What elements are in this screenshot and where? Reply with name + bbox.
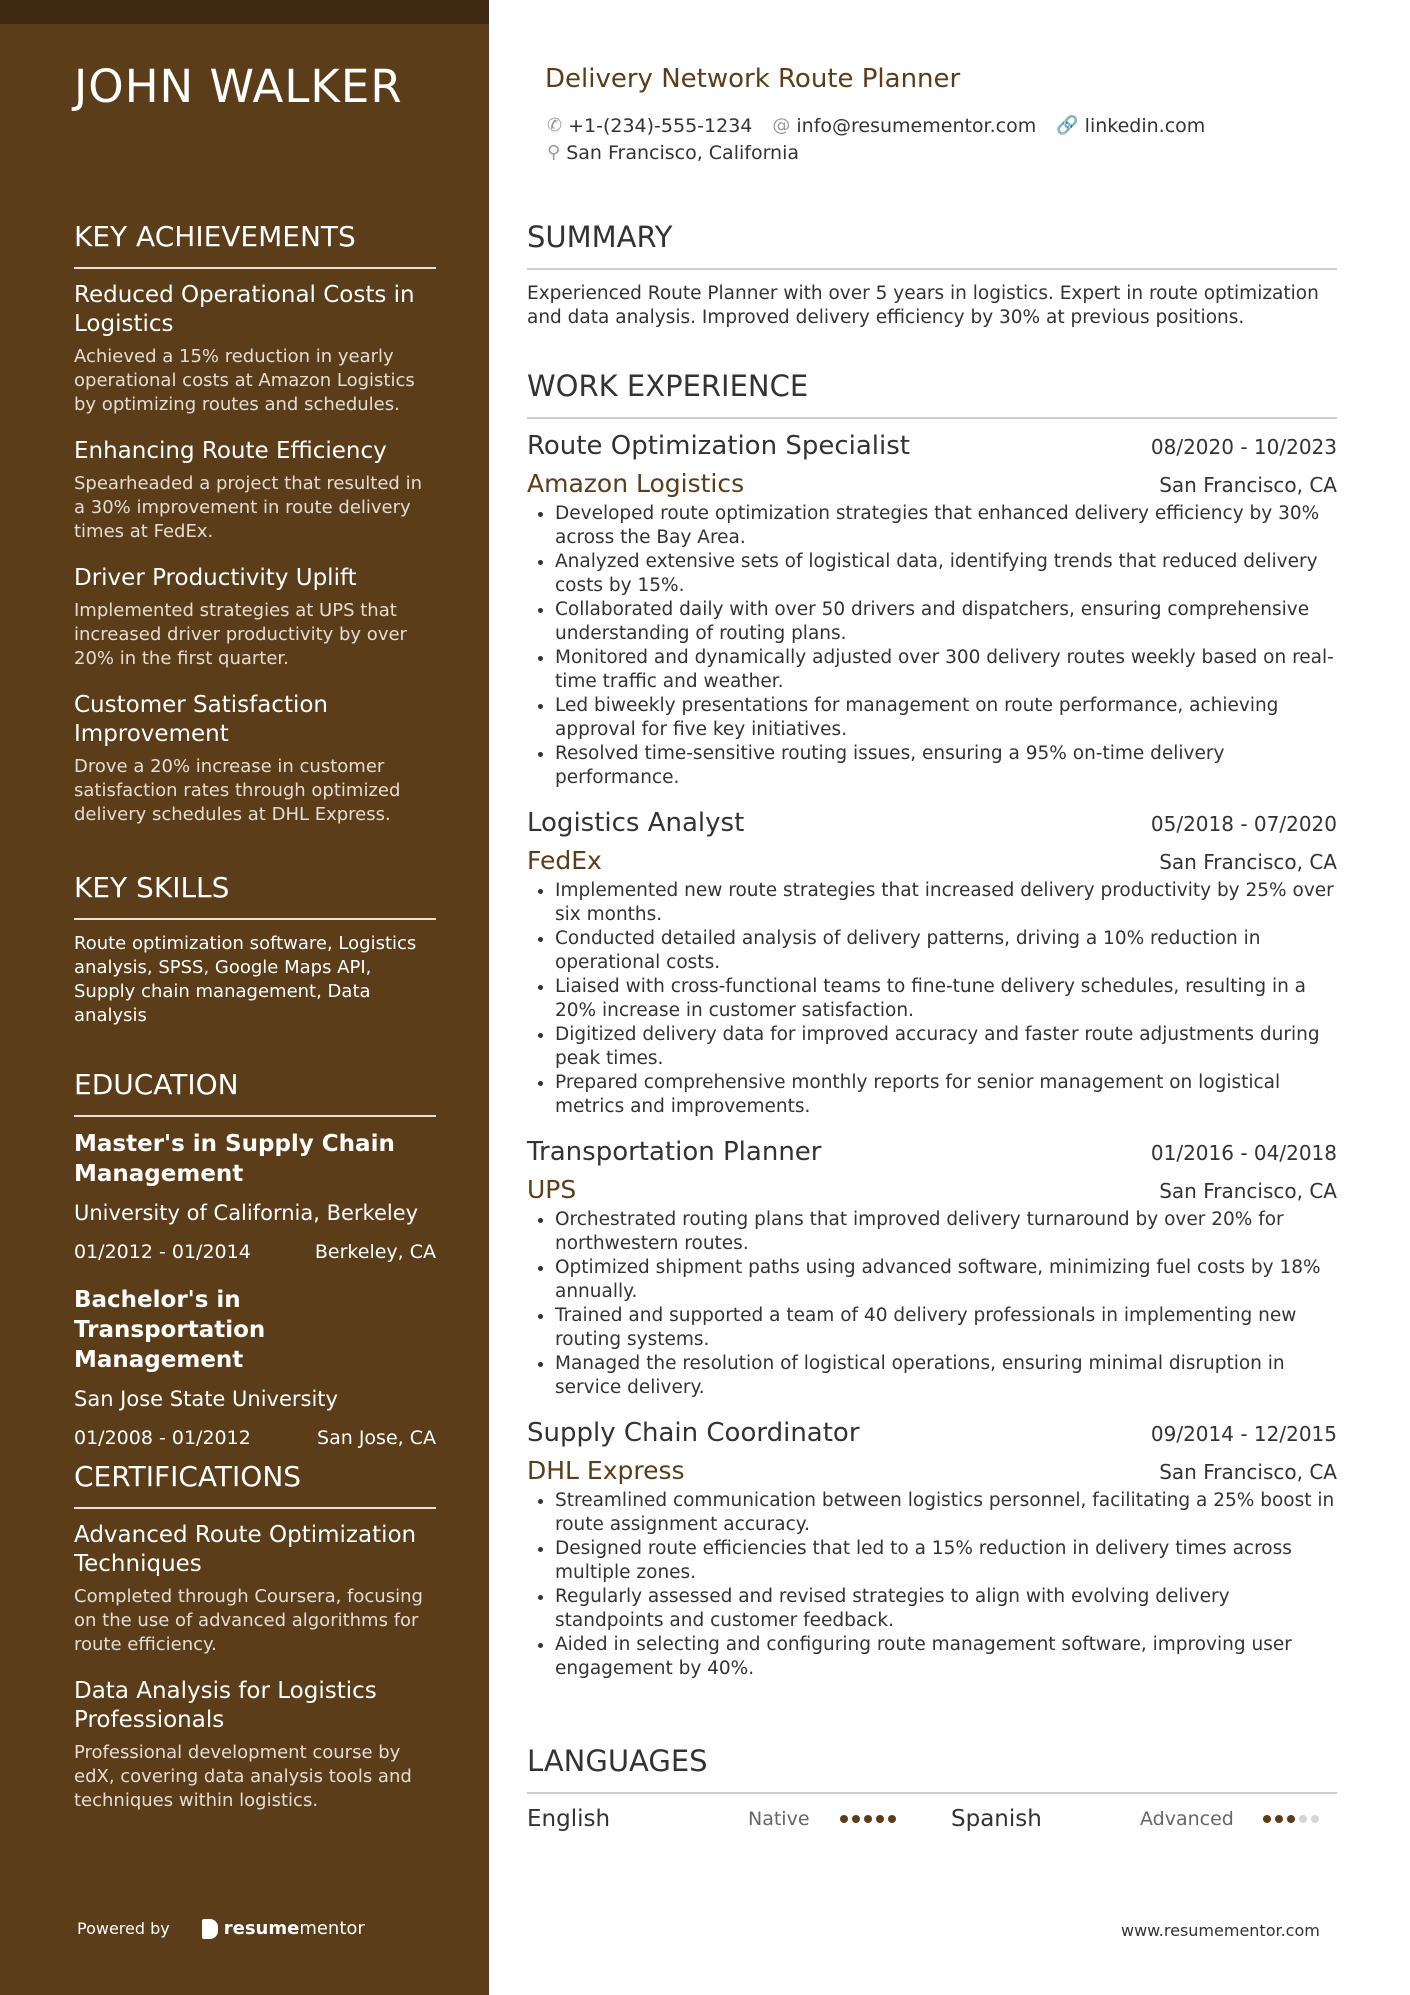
sidebar-top-bar (0, 0, 489, 24)
education-school: University of California, Berkeley (74, 1201, 419, 1225)
list-item: • Analyzed extensive sets of logistical data, identifying trends that reduced delivery costs by 15%. (555, 550, 1337, 598)
phone-text: +1-(234)-555-1234 (568, 114, 753, 137)
key-skills-section (74, 871, 436, 1028)
list-item: • Optimized shipment paths using advanced software, minimizing fuel costs by 18% annually. (555, 1256, 1337, 1304)
job-entry (527, 808, 1337, 1119)
linkedin-contact[interactable] (1056, 115, 1205, 137)
job-dates: 05/2018 - 07/2020 (1150, 812, 1337, 836)
job-company: DHL Express (527, 1456, 685, 1485)
resumementor-logo[interactable] (202, 1918, 365, 1939)
job-dates: 08/2020 - 10/2023 (1150, 435, 1337, 459)
job-bullets (527, 502, 1337, 790)
language-rating (840, 1815, 951, 1823)
achievement-item (74, 281, 436, 417)
list-item: • Trained and supported a team of 40 delivery professionals in implementing new routing systems. (555, 1304, 1337, 1352)
rating-dot-filled (888, 1815, 896, 1823)
powered-by-label: Powered by (77, 1919, 170, 1938)
rating-dot-filled (864, 1815, 872, 1823)
resumementor-logo-icon (202, 1919, 218, 1939)
rating-dot-empty (1299, 1815, 1307, 1823)
job-location: San Francisco, CA (1159, 473, 1337, 497)
list-item: • Digitized delivery data for improved accuracy and faster route adjustments during peak times. (555, 1023, 1337, 1071)
job-location: San Francisco, CA (1159, 1460, 1337, 1484)
achievement-item (74, 691, 436, 827)
candidate-name: JOHN WALKER (74, 60, 403, 113)
languages-row (527, 1806, 1337, 1832)
location-contact (547, 142, 799, 164)
list-item: • Conducted detailed analysis of delivery patterns, driving a 10% reduction in operational costs. (555, 927, 1337, 975)
language-name: Spanish (951, 1806, 1042, 1832)
rating-dot-filled (1287, 1815, 1295, 1823)
job-company: Amazon Logistics (527, 469, 745, 498)
job-company: FedEx (527, 846, 602, 875)
linkedin-text: linkedin.com (1084, 114, 1206, 137)
education-heading: EDUCATION (74, 1068, 436, 1117)
footer-url[interactable]: www.resumementor.com (1121, 1921, 1320, 1940)
list-item: • Led biweekly presentations for management on route performance, achieving approval for five key initiatives. (555, 694, 1337, 742)
list-item: • Managed the resolution of logistical operations, ensuring minimal disruption in service delivery. (555, 1352, 1337, 1400)
list-item: • Liaised with cross-functional teams to fine-tune delivery schedules, resulting in a 20% increase in customer satisfaction. (555, 975, 1337, 1023)
achievement-desc: Drove a 20% increase in customer satisfaction rates through optimized delivery schedules at DHL Express. (74, 756, 401, 825)
education-dates: 01/2012 - 01/2014 (74, 1241, 251, 1263)
achievement-title: Reduced Operational Costs in Logistics (74, 282, 415, 337)
education-location: Berkeley, CA (314, 1241, 436, 1263)
rating-dot-filled (852, 1815, 860, 1823)
list-item: • Implemented new route strategies that increased delivery productivity by 25% over six months. (555, 879, 1337, 927)
list-item: • Designed route efficiencies that led to a 15% reduction in delivery times across multiple zones. (555, 1537, 1337, 1585)
job-title: Supply Chain Coordinator (527, 1418, 860, 1448)
skills-heading: KEY SKILLS (74, 871, 436, 920)
job-entry (527, 431, 1337, 790)
summary-heading: SUMMARY (527, 220, 1337, 270)
list-item: • Resolved time-sensitive routing issues, ensuring a 95% on-time delivery performance. (555, 742, 1337, 790)
list-item: • Streamlined communication between logistics personnel, facilitating a 25% boost in route assignment accuracy. (555, 1489, 1337, 1537)
skills-list: Route optimization software, Logistics analysis, SPSS, Google Maps API, Supply chain management, Data analysis (74, 933, 417, 1026)
list-item: • Orchestrated routing plans that improved delivery turnaround by over 20% for northwestern routes. (555, 1208, 1337, 1256)
achievement-item (74, 564, 436, 671)
job-role-title: Delivery Network Route Planner (545, 64, 961, 94)
certification-desc: Professional development course by edX, covering data analysis tools and techniques within logistics. (74, 1742, 412, 1811)
job-bullets (527, 1208, 1337, 1400)
brand-bold: resume (223, 1918, 300, 1939)
education-item (74, 1129, 436, 1263)
list-item: • Collaborated daily with over 50 drivers and dispatchers, ensuring comprehensive understanding of routing plans. (555, 598, 1337, 646)
work-experience-section (527, 369, 1337, 1699)
link-icon: 🔗 (1056, 115, 1079, 136)
location-pin-icon: ⚲ (547, 142, 561, 163)
powered-by (77, 1918, 365, 1939)
job-location: San Francisco, CA (1159, 1179, 1337, 1203)
education-degree: Master's in Supply Chain Management (74, 1131, 395, 1187)
language-level: Advanced (1140, 1808, 1234, 1830)
contact-info (547, 112, 1337, 166)
key-achievements-section (74, 220, 436, 847)
certifications-section (74, 1460, 436, 1833)
job-title: Logistics Analyst (527, 808, 745, 838)
achievements-heading: KEY ACHIEVEMENTS (74, 220, 436, 269)
education-item (74, 1285, 436, 1449)
rating-dot-filled (1263, 1815, 1271, 1823)
achievement-title: Driver Productivity Uplift (74, 565, 357, 591)
education-location: San Jose, CA (317, 1427, 436, 1449)
summary-text: Experienced Route Planner with over 5 years in logistics. Expert in route optimization and data analysis. Improved delivery efficiency by 30% at previous positions. (527, 283, 1319, 328)
list-item: • Aided in selecting and configuring route management software, improving user engagement by 40%. (555, 1633, 1337, 1681)
achievement-desc: Implemented strategies at UPS that increased driver productivity by over 20% in the first quarter. (74, 600, 407, 669)
education-school: San Jose State University (74, 1387, 338, 1411)
phone-icon: ✆ (547, 115, 563, 136)
rating-dot-empty (1311, 1815, 1319, 1823)
at-icon: @ (772, 115, 791, 136)
achievement-item (74, 437, 436, 544)
list-item: • Developed route optimization strategies that enhanced delivery efficiency by 30% across the Bay Area. (555, 502, 1337, 550)
list-item: • Prepared comprehensive monthly reports for senior management on logistical metrics and improvements. (555, 1071, 1337, 1119)
job-dates: 09/2014 - 12/2015 (1150, 1422, 1337, 1446)
job-title: Route Optimization Specialist (527, 431, 910, 461)
achievement-title: Enhancing Route Efficiency (74, 438, 387, 464)
certifications-heading: CERTIFICATIONS (74, 1460, 436, 1509)
certification-item (74, 1677, 436, 1813)
certification-desc: Completed through Coursera, focusing on the use of advanced algorithms for route efficiency. (74, 1586, 423, 1655)
job-entry (527, 1137, 1337, 1400)
rating-dot-filled (1275, 1815, 1283, 1823)
list-item: • Regularly assessed and revised strategies to align with evolving delivery standpoints and customer feedback. (555, 1585, 1337, 1633)
job-company: UPS (527, 1175, 577, 1204)
job-location: San Francisco, CA (1159, 850, 1337, 874)
job-dates: 01/2016 - 04/2018 (1150, 1141, 1337, 1165)
languages-heading: LANGUAGES (527, 1744, 1337, 1794)
certification-title: Advanced Route Optimization Techniques (74, 1522, 417, 1577)
summary-section (527, 220, 1337, 330)
email-contact[interactable] (772, 115, 1036, 137)
list-item: • Monitored and dynamically adjusted over 300 delivery routes weekly based on real-time traffic and weather. (555, 646, 1337, 694)
education-degree: Bachelor's in Transportation Management (74, 1287, 266, 1373)
job-bullets (527, 879, 1337, 1119)
sidebar (0, 0, 489, 1995)
language-name: English (527, 1806, 611, 1832)
job-bullets (527, 1489, 1337, 1681)
phone-contact[interactable] (547, 115, 752, 137)
education-section (74, 1068, 436, 1471)
rating-dot-filled (876, 1815, 884, 1823)
education-dates: 01/2008 - 01/2012 (74, 1427, 251, 1449)
certification-title: Data Analysis for Logistics Professionals (74, 1678, 377, 1733)
brand-light: mentor (299, 1918, 365, 1939)
job-title: Transportation Planner (527, 1137, 822, 1167)
achievement-desc: Spearheaded a project that resulted in a 30% improvement in route delivery times at FedEx. (74, 473, 422, 542)
certification-item (74, 1521, 436, 1657)
languages-section (527, 1744, 1337, 1832)
language-rating (1263, 1815, 1319, 1823)
job-entry (527, 1418, 1337, 1681)
email-text: info@resumementor.com (796, 114, 1037, 137)
experience-heading: WORK EXPERIENCE (527, 369, 1337, 419)
location-text: San Francisco, California (566, 141, 800, 164)
rating-dot-filled (840, 1815, 848, 1823)
achievement-desc: Achieved a 15% reduction in yearly operational costs at Amazon Logistics by optimizing routes and schedules. (74, 346, 415, 415)
achievement-title: Customer Satisfaction Improvement (74, 692, 329, 747)
language-level: Native (748, 1808, 810, 1830)
